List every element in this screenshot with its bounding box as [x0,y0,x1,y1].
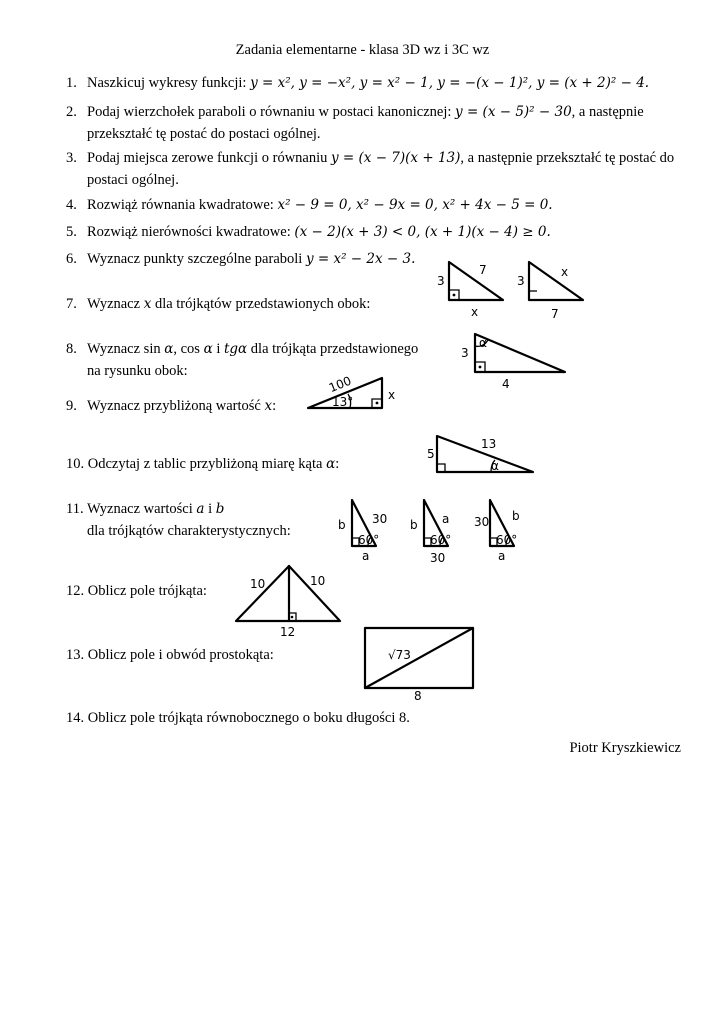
task-math-2: b [215,501,225,517]
triangle-figure-11c [472,496,542,568]
fig-label-hyp: 7 [479,263,487,277]
fig-label-hyp: 13 [481,437,497,451]
task-2 [66,101,666,145]
task-text-cont-2: dla trójkątów charakterystycznych: [87,523,291,539]
fig-label-a: a [362,549,370,563]
task-text: Wyznacz punkty szczególne paraboli [87,251,306,267]
task-13 [66,644,326,666]
triangle-figure-10 [425,432,537,480]
task-text: Wyznacz sin [87,341,165,357]
triangle-figure-11b [406,496,476,568]
task-text: Oblicz pole trójkąta równobocznego o boku długości 8. [87,710,410,726]
task-number: 10. [66,456,85,472]
triangle-figure-7a [435,258,515,320]
fig-label-side: x [388,388,396,402]
task-number: 7. [66,296,77,312]
task-text: Wyznacz [87,296,144,312]
task-number: 3. [66,150,77,166]
task-number: 12. [66,583,85,599]
task-math: (x − 2)(x + 3) < 0, (x + 1)(x − 4) ≥ 0. [294,224,551,240]
triangle-figure-9 [302,372,407,416]
task-6 [66,248,426,270]
fig-label-base: 30 [430,551,446,565]
task-number: 6. [66,251,77,267]
task-text-cont: , a następnie przekształć tę postać do postaci ogólnej. [87,150,675,188]
fig-label-base: 4 [502,377,510,391]
task-text: Rozwiąż równania kwadratowe: [87,197,278,213]
fig-label-base: 7 [551,307,559,321]
fig-label-leg: 30 [474,515,490,529]
task-math: y = x² − 2x − 3. [305,251,416,267]
task-11 [66,498,326,542]
fig-label-leg: 5 [427,447,435,461]
triangle-figure-11a [336,496,406,568]
triangle-figure-8 [455,330,575,392]
task-14 [66,707,486,729]
fig-label-hyp: b [512,509,520,523]
fig-label-hyp: 30 [372,512,388,526]
task-text: Wyznacz wartości [86,501,197,517]
fig-label-angle: 60° [358,533,380,547]
fig-label-angle: α [479,336,487,350]
task-7 [66,293,396,315]
task-number: 8. [66,341,77,357]
task-3 [66,147,686,191]
task-text-cont: : [335,456,340,472]
fig-label-right: 10 [310,574,326,588]
fig-label-a: a [498,549,506,563]
task-10 [66,453,386,475]
fig-label-base: 8 [414,689,422,703]
task-number: 9. [66,398,77,414]
task-text: Wyznacz przybliżoną wartość [87,398,265,414]
triangle-figure-12 [232,562,344,642]
fig-label-diagonal: √73 [388,648,411,662]
fig-label-angle: α [491,459,499,473]
fig-label-b: b [410,518,418,532]
task-math: α [326,456,336,472]
task-text: Oblicz pole i obwód prostokąta: [87,647,274,663]
task-math-2: α [203,341,213,357]
task-text: Odczytaj z tablic przybliżoną miarę kąta [87,456,327,472]
task-text: Podaj wierzchołek paraboli o równaniu w postaci kanonicznej: [87,104,456,120]
task-text: Rozwiąż nierówności kwadratowe: [87,224,295,240]
task-text-cont: , a następnie przekształć tę postać do postaci ogólnej. [87,104,644,142]
task-text-cont: dla trójkątów przedstawionych obok: [151,296,371,312]
rectangle-figure-13 [362,625,476,701]
task-number: 5. [66,224,77,240]
task-math: α [164,341,174,357]
fig-label-hyp: x [561,265,569,279]
task-number: 13. [66,647,85,663]
task-9 [66,395,326,417]
task-number: 1. [66,75,77,91]
triangle-figure-7b [515,258,595,322]
task-math-3: tgα [223,341,248,357]
task-number: 4. [66,197,77,213]
task-4 [66,194,686,216]
fig-label-angle: 60° [430,533,452,547]
task-text-cont-3: dla trójkąta przedstawionego na rysunku obok: [87,341,419,379]
fig-label-hyp: a [442,512,450,526]
fig-label-base: 12 [280,625,296,639]
fig-label-leg: 3 [437,274,445,288]
fig-label-angle: 60° [496,533,518,547]
task-1 [66,72,666,94]
task-number: 2. [66,104,77,120]
fig-label-base: x [471,305,479,319]
fig-label-angle: 13° [332,395,354,409]
task-math: y = (x − 7)(x + 13) [331,150,461,166]
task-math: y = (x − 5)² − 30 [455,104,572,120]
task-math: a [196,501,205,517]
fig-label-left: 10 [250,577,266,591]
task-math: x [143,296,152,312]
fig-label-hyp: 100 [326,373,354,396]
task-text-cont: , cos [173,341,204,357]
task-text: Podaj miejsca zerowe funkcji o równaniu [87,150,332,166]
task-text: Naszkicuj wykresy funkcji: [87,75,251,91]
fig-label-leg: 3 [517,274,525,288]
task-text: Oblicz pole trójkąta: [87,583,207,599]
task-number: 11. [66,501,84,517]
task-5 [66,221,686,243]
fig-label-leg: 3 [461,346,469,360]
task-number: 14. [66,710,85,726]
fig-label-b: b [338,518,346,532]
task-text-cont: i [204,501,216,517]
task-text-cont-2: i [212,341,224,357]
task-text-cont: : [272,398,277,414]
task-math: x² − 9 = 0, x² − 9x = 0, x² + 4x − 5 = 0. [277,197,553,213]
page-title: Zadania elementarne - klasa 3D wz i 3C wz [235,42,490,58]
task-math: x [264,398,273,414]
author-name: Piotr Kryszkiewicz [569,740,681,756]
task-math: y = x², y = −x², y = x² − 1, y = −(x − 1)², y = (x + 2)² − 4. [250,75,650,91]
